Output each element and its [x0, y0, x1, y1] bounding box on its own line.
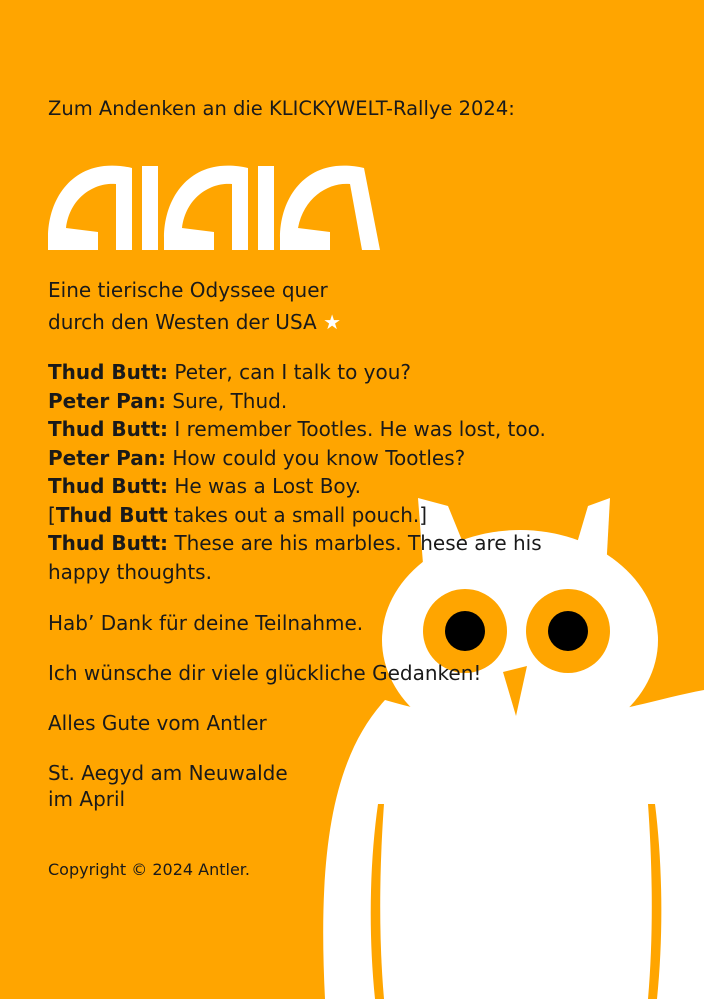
dialog-speaker: Thud Butt: — [48, 474, 168, 498]
dialog-text: takes out a small pouch.] — [167, 502, 428, 527]
dialog-line — [48, 358, 608, 387]
dialog-block — [48, 358, 608, 586]
greeting-text: Alles Gute vom Antler — [48, 711, 267, 735]
dialog-line — [48, 472, 608, 501]
dialog-speaker: Thud Butt: — [48, 360, 168, 384]
dialog-text: He was a Lost Boy. — [168, 474, 362, 498]
dialog-text: I remember Tootles. He was lost, too. — [168, 417, 546, 441]
dialog-speaker: Peter Pan: — [48, 388, 167, 413]
star-icon: ★ — [323, 310, 341, 334]
aiaia-logo — [48, 162, 380, 254]
dialog-text: Peter, can I talk to you? — [168, 360, 412, 384]
dialog-speaker: Thud Butt — [55, 502, 168, 527]
dialog-text: Sure, Thud. — [166, 388, 288, 413]
subtitle — [48, 274, 608, 338]
stage-direction — [48, 501, 608, 530]
dialog-line — [48, 387, 608, 416]
page-content — [48, 96, 608, 879]
thanks-text: Hab’ Dank für deine Teilnahme. — [48, 611, 364, 635]
wish-text: Ich wünsche dir viele glückliche Gedanken! — [48, 661, 482, 685]
place-line-1: St. Aegyd am Neuwalde — [48, 761, 288, 785]
stage-direction-bracket: [ — [48, 502, 56, 527]
place-date — [48, 760, 608, 812]
dialog-line — [48, 529, 608, 586]
dialog-speaker: Thud Butt: — [48, 531, 168, 555]
subtitle-line-2 — [48, 306, 608, 338]
dialog-speaker: Thud Butt: — [48, 417, 168, 441]
dialog-text: These are his marbles. These are his happy thoughts. — [48, 531, 542, 584]
copyright-text: Copyright © 2024 Antler. — [48, 860, 250, 879]
place-line-2: im April — [48, 787, 126, 811]
dialog-line — [48, 415, 608, 444]
intro-text: Zum Andenken an die KLICKYWELT-Rallye 2024: — [48, 97, 515, 120]
dialog-line — [48, 444, 608, 473]
dialog-text: How could you know Tootles? — [166, 445, 466, 470]
subtitle-line-1: Eine tierische Odyssee quer — [48, 278, 328, 302]
subtitle-line-2-text: durch den Westen der USA — [48, 310, 317, 334]
dialog-speaker: Peter Pan: — [48, 445, 167, 470]
